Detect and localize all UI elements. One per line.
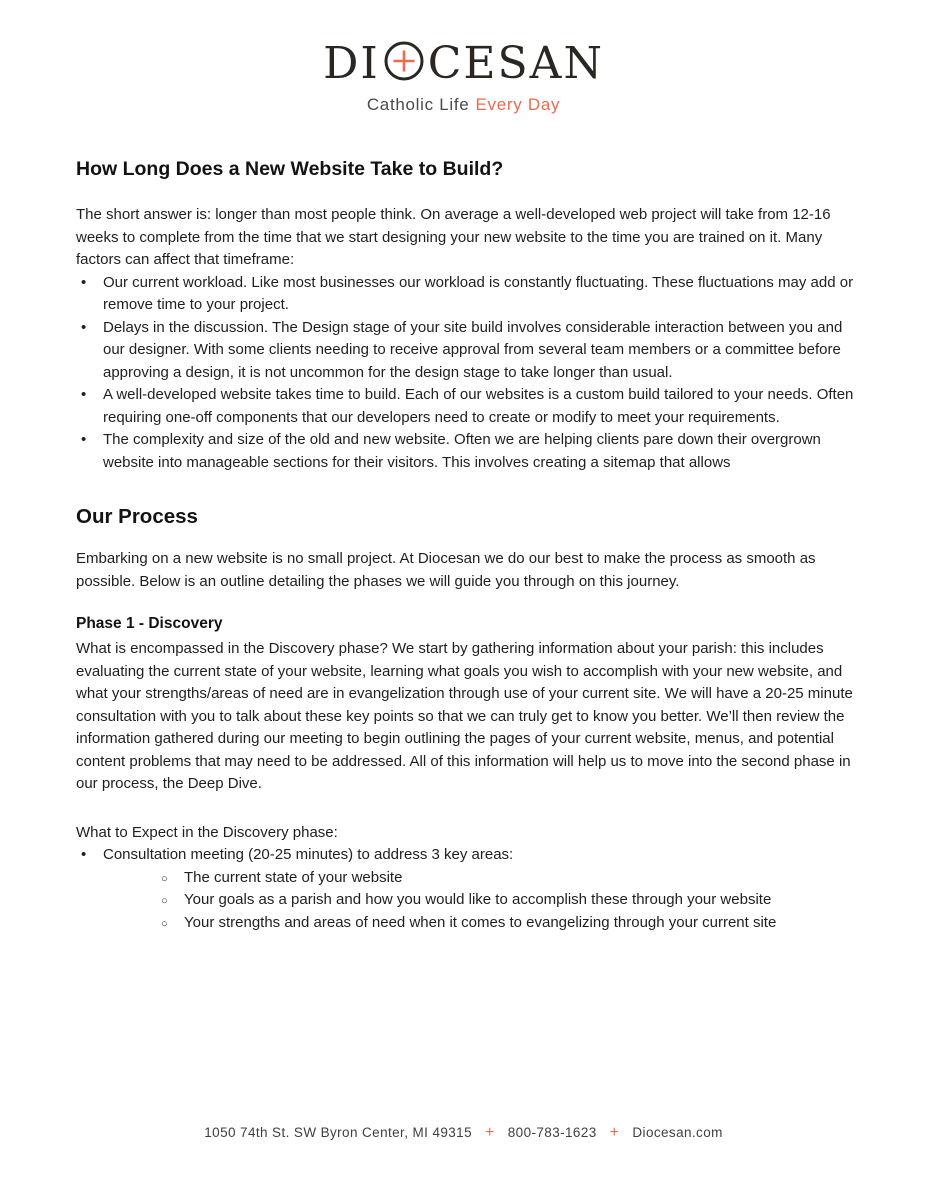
plus-icon: + — [485, 1124, 495, 1141]
expect-intro: What to Expect in the Discovery phase: — [76, 823, 338, 841]
sub-list-item: ○ The current state of your website — [76, 867, 857, 890]
expect-list — [76, 844, 857, 867]
expect-sub-list — [76, 867, 857, 935]
logotype-prefix: DI — [323, 38, 380, 89]
list-item: • Consultation meeting (20-25 minutes) to address 3 key areas: — [76, 844, 857, 867]
phase1-paragraph: What is encompassed in the Discovery phase? We start by gathering information about your parish: this includes evaluating the current state of your website, learning what goals you wish to accomplish with your new website, and what your strengths/areas of need are in evangelization through use of your current site. We will have a 20-25 minute consultation with you to talk about these key points so that we can truly get to know you better. We’ll then review the information gathered during our meeting to begin outlining the pages of your current website, menus, and potential content problems that may need to be addressed. All of this information will help us to move into the second phase in our process, the Deep Dive. — [76, 640, 853, 792]
sub-list-item: ○ Your strengths and areas of need when it comes to evangelizing through your current site — [76, 912, 857, 935]
section-title-our-process: Our Process — [76, 505, 198, 528]
footer-address: 1050 74th St. SW Byron Center, MI 49315 — [204, 1125, 472, 1140]
intro-paragraph: The short answer is: longer than most people think. On average a well-developed web project will take from 12-16 weeks to complete from the time that we start designing your new website to the time you are trained on it. Many factors can affect that timeframe: — [76, 206, 831, 268]
document-body — [0, 158, 927, 934]
footer-website: Diocesan.com — [632, 1125, 723, 1140]
footer-phone: 800-783-1623 — [507, 1125, 597, 1140]
sub-list-item: ○ Your goals as a parish and how you would like to accomplish these through your website — [76, 889, 857, 912]
logo-tagline — [0, 95, 927, 115]
phase1-heading: Phase 1 - Discovery — [76, 615, 223, 632]
list-item: • A well-developed website takes time to build. Each of our websites is a custom build tailored to your needs. Often requiring one-off components that our developers need to create or modify to meet your requirements. — [76, 384, 857, 429]
tagline-accent-text: Every Day — [475, 95, 561, 114]
list-item: • Our current workload. Like most businesses our workload is constantly fluctuating. These fluctuations may add or remove time to your project. — [76, 272, 857, 317]
cross-circle-icon — [384, 41, 424, 81]
process-intro-paragraph: Embarking on a new website is no small project. At Diocesan we do our best to make the process as smooth as possible. Below is an outline detailing the phases we will guide you through on this journey. — [76, 550, 816, 590]
plus-icon: + — [609, 1124, 620, 1141]
page-title: How Long Does a New Website Take to Build? — [76, 158, 504, 180]
timeframe-factors-list — [76, 272, 857, 475]
list-item: • Delays in the discussion. The Design stage of your site build involves considerable interaction between you and our designer. With some clients needing to receive approval from several team members or a committee before approving a design, it is not uncommon for the design stage to take longer than usual. — [76, 317, 857, 385]
footer — [0, 1124, 927, 1142]
list-item: • The complexity and size of the old and new website. Often we are helping clients pare down their overgrown website into manageable sections for their visitors. This involves creating a sitemap that allows — [76, 429, 857, 474]
logotype-suffix: CESAN — [427, 38, 604, 89]
diocesan-logotype — [0, 38, 927, 89]
logo — [0, 0, 927, 115]
tagline-text: Catholic Life — [366, 95, 470, 114]
